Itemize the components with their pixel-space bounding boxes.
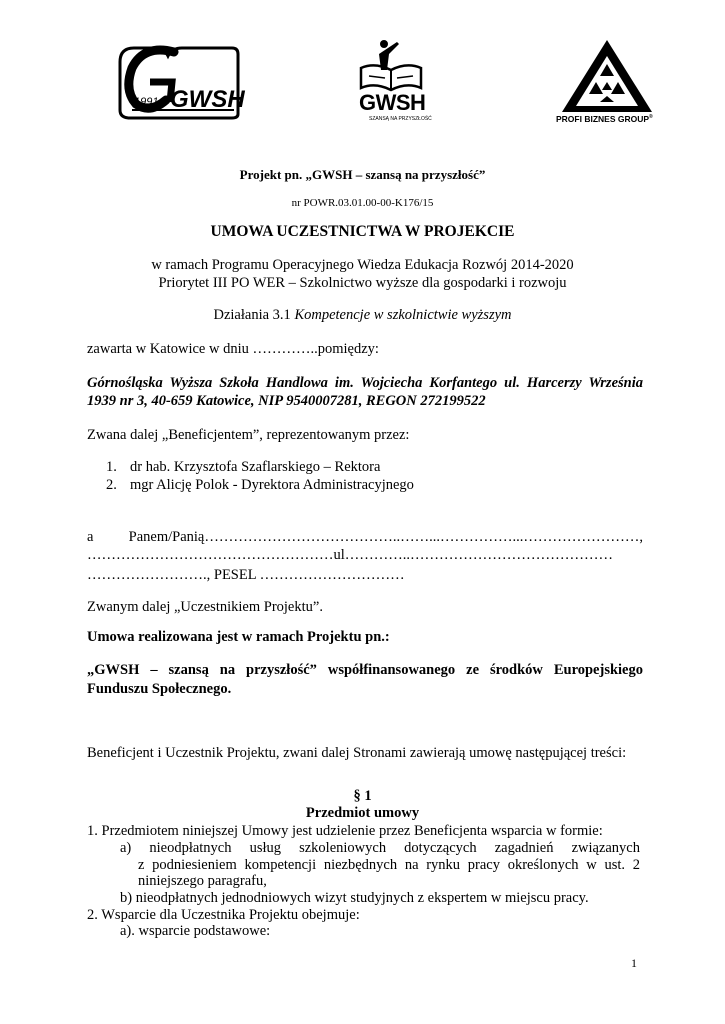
gwsh-1991-logo bbox=[114, 40, 245, 122]
cofinancing-line-2: Funduszu Społecznego. bbox=[87, 681, 232, 697]
logo-tagline: SZANSĄ NA PRZYSZŁOŚĆ bbox=[369, 116, 432, 122]
page-number: 1 bbox=[631, 956, 637, 970]
cofinancing-line-1: „GWSH – szansą na przyszłość” współfinansowanego ze środków Europejskiego bbox=[87, 662, 643, 678]
project-number: nr POWR.03.01.00-00-K176/15 bbox=[291, 197, 434, 209]
program-line-1: w ramach Programu Operacyjnego Wiedza Edukacja Rozwój 2014-2020 bbox=[151, 257, 574, 273]
logo-mark: GWSH bbox=[359, 90, 426, 115]
point-2a: a). wsparcie podstawowe: bbox=[120, 923, 271, 939]
person-line-2: ……………………………………………ul…………..…………………………………… bbox=[87, 547, 614, 563]
point-1a-line-1: a) nieodpłatnych usług szkoleniowych dotyczących zagadnień związanych bbox=[120, 840, 640, 856]
profi-biznes-group-logo bbox=[556, 36, 662, 128]
rep-name: mgr Alicję Polok - Dyrektora Administracyjnego bbox=[130, 477, 414, 493]
project-name: Projekt pn. „GWSH – szansą na przyszłość” bbox=[239, 167, 486, 182]
party-line-1: Górnośląska Wyższa Szkoła Handlowa im. Wojciecha Korfantego ul. Harcerzy Września bbox=[87, 375, 643, 391]
participant-line: Zwanym dalej „Uczestnikiem Projektu”. bbox=[87, 599, 323, 615]
person-line-1: a Panem/Panią…………………………………..……...……………...……………………, bbox=[87, 529, 643, 545]
concluded-line: zawarta w Katowice w dniu …………..pomiędzy: bbox=[87, 341, 379, 357]
logo-registered-mark: ® bbox=[649, 114, 653, 121]
person-line-3: ……………………., PESEL ………………………… bbox=[87, 567, 405, 583]
logo-mark: GWSH bbox=[170, 86, 245, 113]
document-title: UMOWA UCZESTNICTWA W PROJEKCIE bbox=[210, 223, 515, 240]
parties-line: Beneficjent i Uczestnik Projektu, zwani dalej Stronami zawierają umowę następującej treści: bbox=[87, 745, 627, 761]
section-number: § 1 bbox=[353, 788, 372, 804]
action-name: Kompetencje w szkolnictwie wyższym bbox=[294, 307, 512, 323]
point-1b: b) nieodpłatnych jednodniowych wizyt studyjnych z ekspertem w miejscu pracy. bbox=[120, 890, 589, 906]
beneficiary-line: Zwana dalej „Beneficjentem”, reprezentowanym przez: bbox=[87, 427, 410, 443]
point-1: 1. Przedmiotem niniejszej Umowy jest udzielenie przez Beneficjenta wsparcia w formie: bbox=[87, 823, 603, 839]
party-line-2: 1939 nr 3, 40-659 Katowice, NIP 9540007281, REGON 272199522 bbox=[87, 393, 486, 409]
point-2: 2. Wsparcie dla Uczestnika Projektu obejmuje: bbox=[87, 907, 360, 923]
rep-number: 1. bbox=[106, 459, 117, 475]
rep-name: dr hab. Krzysztofa Szaflarskiego – Rektora bbox=[130, 459, 381, 475]
gwsh-center-logo bbox=[355, 38, 432, 130]
rep-number: 2. bbox=[106, 477, 117, 493]
point-1a-line-2: z podniesieniem kompetencji niezbędnych na rynku pracy określonych w ust. 2 bbox=[138, 857, 640, 873]
point-1a-line-3: niniejszego paragrafu, bbox=[138, 873, 267, 889]
logo-bar bbox=[0, 36, 725, 136]
action-prefix: Działania 3.1 bbox=[213, 307, 295, 323]
program-line-2: Priorytet III PO WER – Szkolnictwo wyższe dla gospodarki i rozwoju bbox=[158, 275, 567, 291]
logo-year: 1991 bbox=[134, 96, 159, 108]
section-title: Przedmiot umowy bbox=[305, 805, 420, 821]
logo-name: PROFI BIZNES GROUP bbox=[556, 114, 650, 124]
realized-line: Umowa realizowana jest w ramach Projektu pn.: bbox=[87, 629, 390, 645]
action-line bbox=[0, 306, 725, 324]
logo-name-wrap bbox=[556, 114, 664, 124]
